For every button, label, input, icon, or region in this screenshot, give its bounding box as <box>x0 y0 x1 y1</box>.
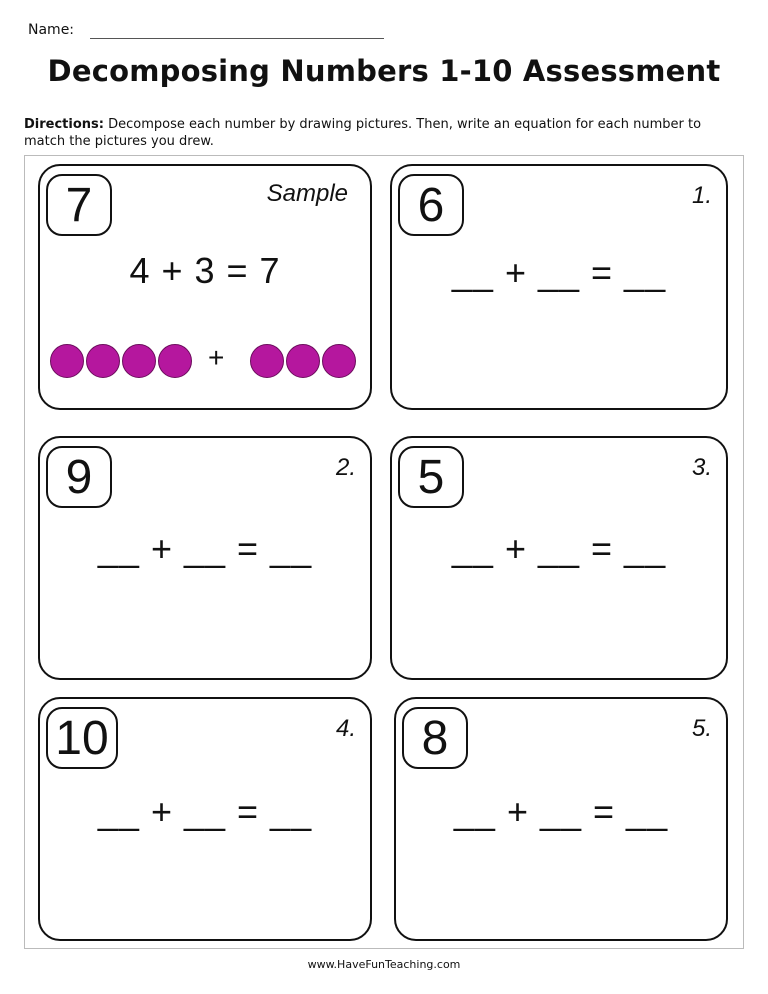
equation-blanks[interactable]: __ + __ = __ <box>453 791 669 832</box>
equation-blanks[interactable]: __ + __ = __ <box>97 528 313 569</box>
sample-dot <box>122 344 156 378</box>
problem-card-3 <box>390 436 728 680</box>
footer-website: www.HaveFunTeaching.com <box>307 958 461 971</box>
problem-number-box: 5 <box>398 446 464 508</box>
sample-dots <box>50 344 360 380</box>
name-line[interactable] <box>90 38 384 39</box>
problem-card-1 <box>390 164 728 410</box>
worksheet-title: Decomposing Numbers 1-10 Assessment <box>47 54 721 88</box>
sample-dot <box>86 344 120 378</box>
problem-number-box: 8 <box>402 707 468 769</box>
sample-number-box: 7 <box>46 174 112 236</box>
problem-label: 1. <box>691 182 712 209</box>
equation-blanks[interactable]: __ + __ = __ <box>97 791 313 832</box>
sample-dot <box>286 344 320 378</box>
problem-card-2 <box>38 436 372 680</box>
sample-dot <box>50 344 84 378</box>
sample-card <box>38 164 372 410</box>
equation-blanks[interactable]: __ + __ = __ <box>451 252 667 293</box>
problem-label: 5. <box>691 715 712 742</box>
problem-label: 4. <box>335 715 356 742</box>
equation-blanks[interactable]: __ + __ = __ <box>451 528 667 569</box>
problem-number-box: 6 <box>398 174 464 236</box>
problem-number-box: 10 <box>46 707 118 769</box>
sample-dot <box>158 344 192 378</box>
directions-label: Directions: <box>24 117 104 132</box>
problem-label: 2. <box>335 454 356 481</box>
sample-dot <box>322 344 356 378</box>
sample-equation: 4 + 3 = 7 <box>129 250 281 291</box>
sample-dot <box>250 344 284 378</box>
sample-dots-plus: + <box>208 342 225 373</box>
problem-label: 3. <box>691 454 712 481</box>
name-label: Name: <box>28 22 75 38</box>
problem-number-box: 9 <box>46 446 112 508</box>
directions-text: Decompose each number by drawing pictures. Then, write an equation for each number to match the pictures you drew. <box>24 117 702 149</box>
directions <box>24 116 744 150</box>
sample-label: Sample <box>266 180 348 207</box>
problem-card-5 <box>394 697 728 941</box>
problem-card-4 <box>38 697 372 941</box>
